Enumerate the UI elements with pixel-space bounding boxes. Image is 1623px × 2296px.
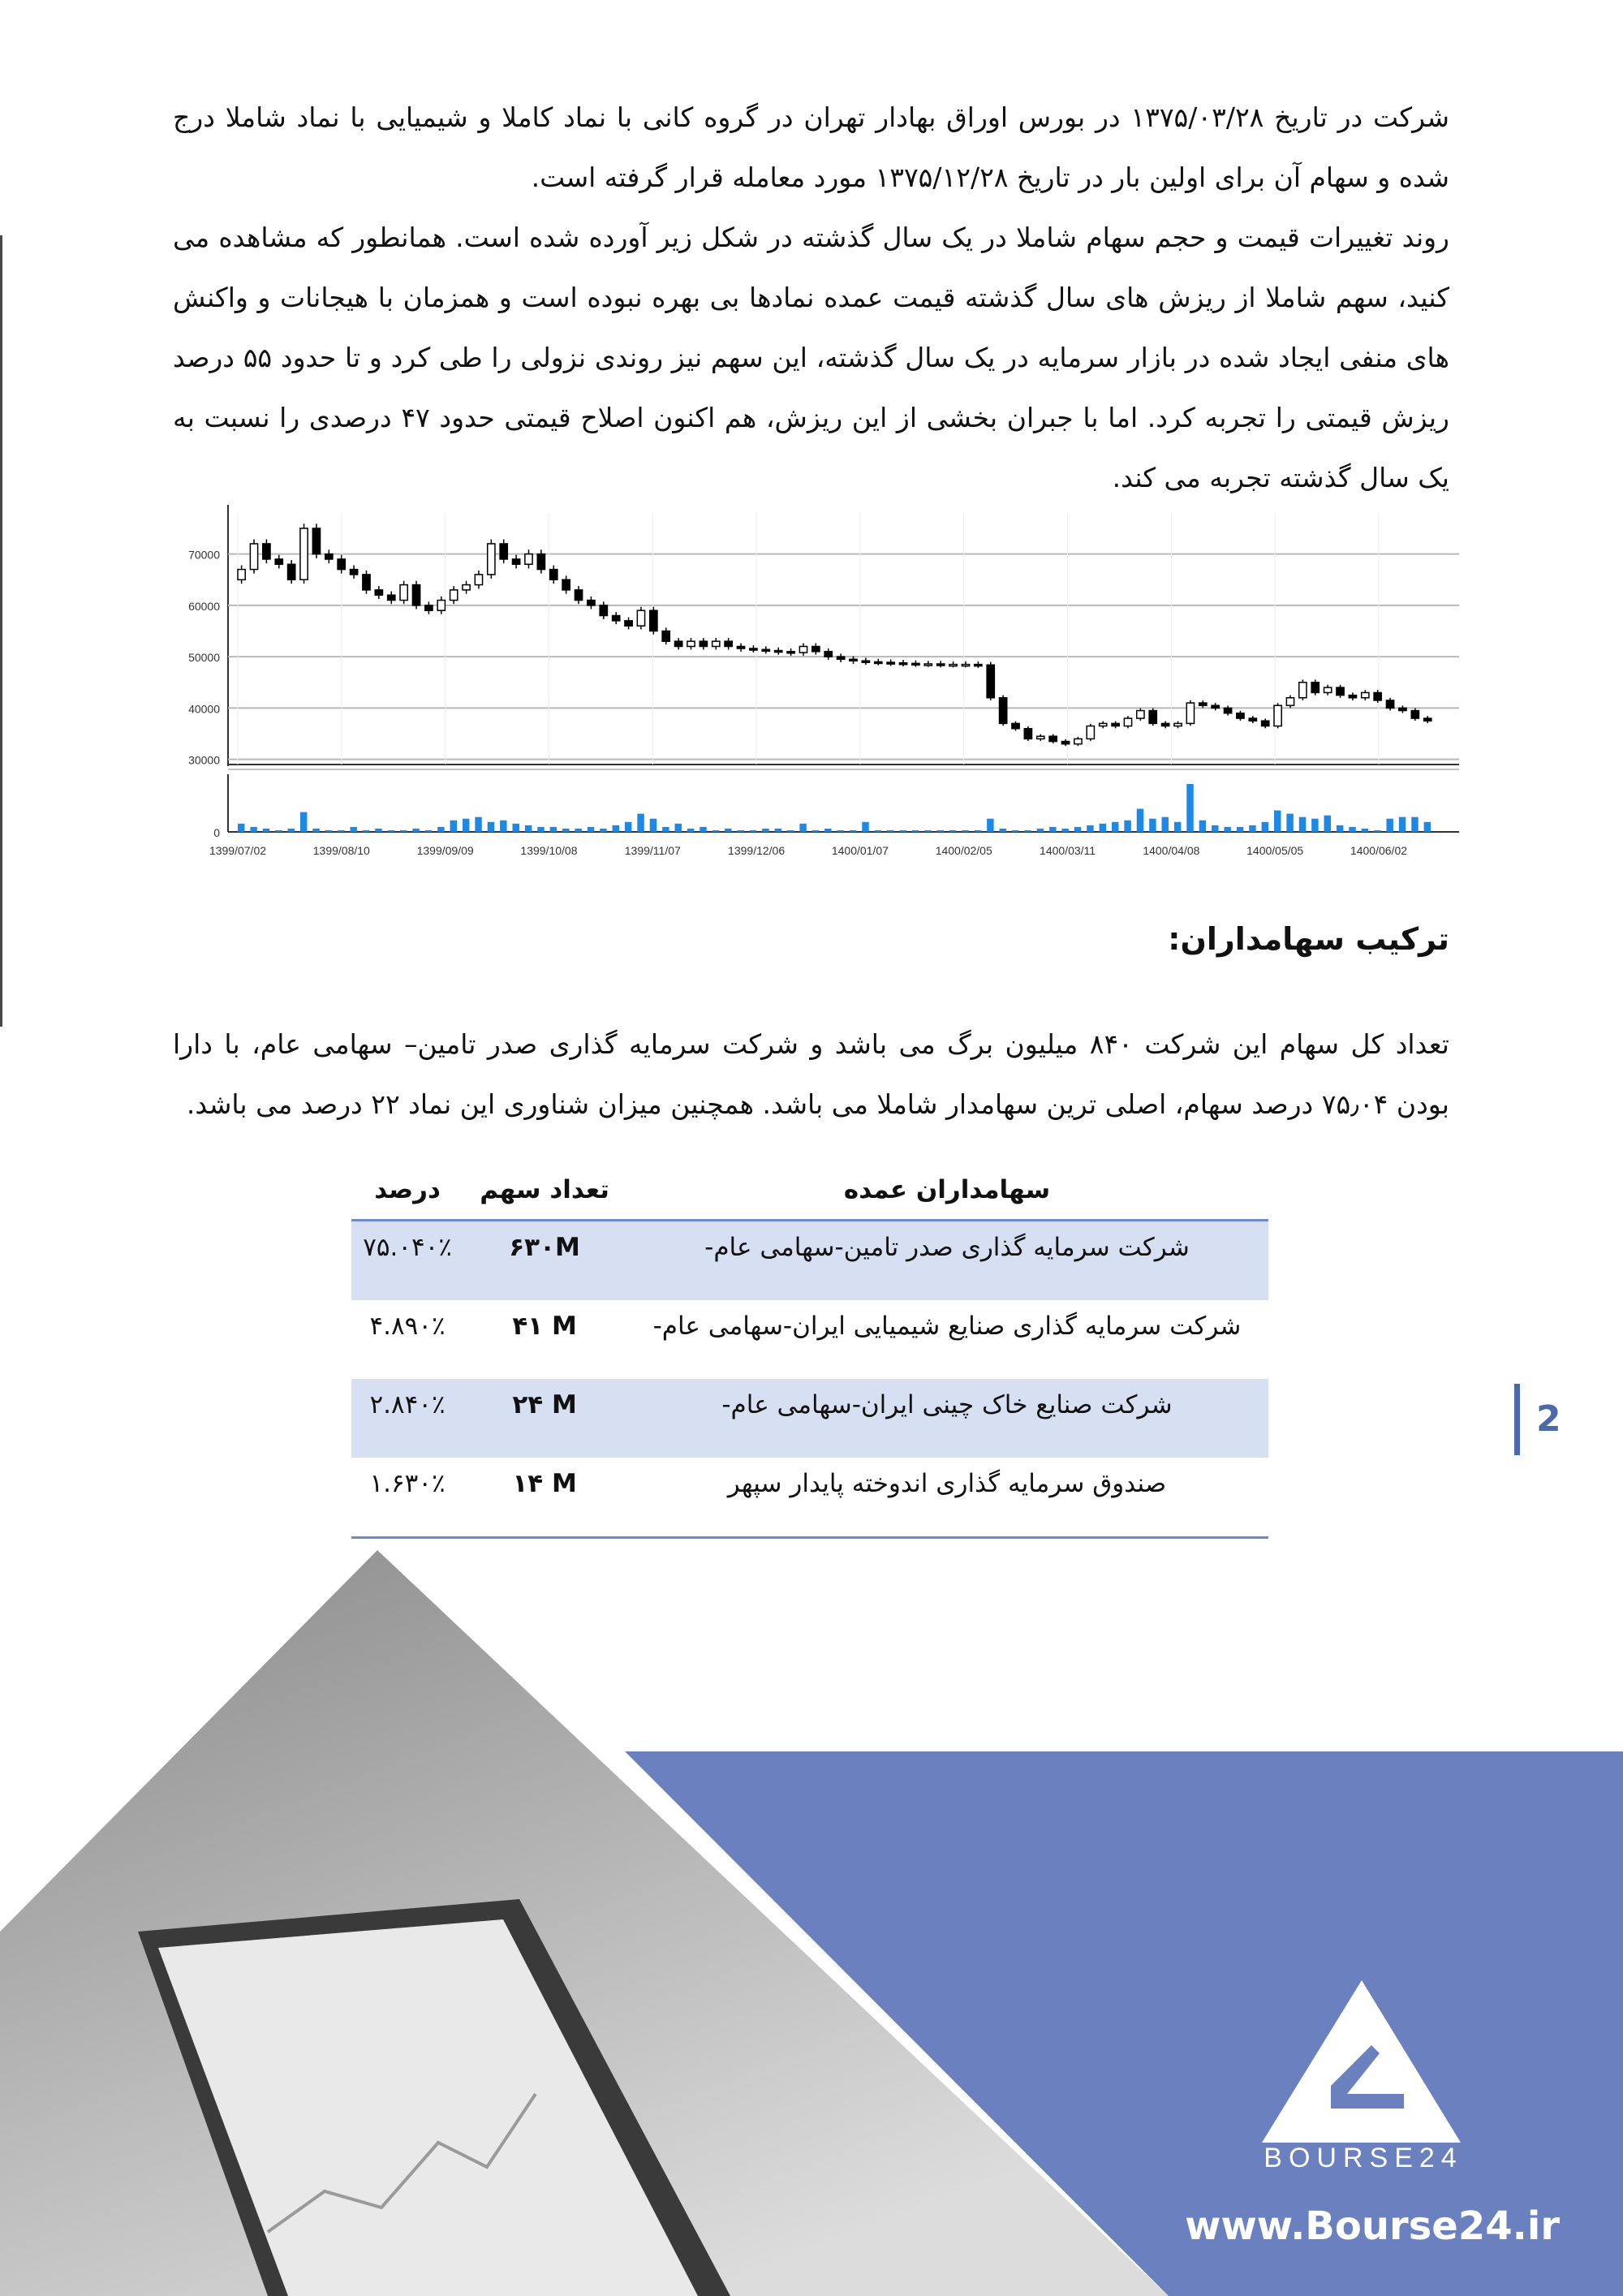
candle-body — [687, 641, 695, 646]
shareholder-name: شرکت صنایع خاک چینی ایران-سهامی عام- — [626, 1379, 1268, 1458]
volume-bar — [1299, 817, 1306, 832]
volume-bar — [637, 814, 644, 832]
volume-bar — [263, 829, 269, 832]
candle-body — [750, 648, 757, 650]
volume-bar — [1049, 827, 1056, 832]
candle-body — [1337, 687, 1344, 695]
volume-bar — [1162, 817, 1169, 832]
volume-bar — [338, 830, 344, 832]
candle-body — [912, 663, 919, 665]
candle-body — [1274, 705, 1281, 726]
candle-body — [1199, 703, 1207, 705]
candle-body — [737, 646, 744, 648]
volume-bar — [350, 827, 356, 832]
price-tick-label: 60000 — [188, 599, 220, 613]
candle-body — [812, 646, 820, 651]
volume-bar — [975, 830, 981, 832]
volume-bar — [1087, 825, 1093, 832]
volume-bar — [850, 830, 856, 832]
volume-bar — [613, 825, 619, 832]
volume-bar — [1100, 824, 1106, 832]
share-count: ۲۴ M — [463, 1379, 626, 1458]
page-number: 2 — [1514, 1384, 1561, 1455]
volume-bar — [700, 827, 706, 832]
volume-bar — [1424, 822, 1431, 832]
volume-bar — [1349, 827, 1355, 832]
candle-body — [1112, 723, 1119, 726]
volume-bar — [775, 829, 781, 832]
volume-bar — [899, 830, 906, 832]
volume-bar — [512, 824, 519, 832]
volume-bar — [862, 822, 868, 832]
table-header-row — [351, 1161, 1268, 1221]
volume-bar — [375, 829, 381, 832]
candle-body — [1299, 683, 1307, 698]
candle-body — [400, 585, 407, 601]
date-tick-label: 1399/11/07 — [624, 844, 681, 857]
volume-bar — [288, 829, 295, 832]
volume-bar — [1074, 827, 1081, 832]
volume-bar — [762, 829, 768, 832]
candle-body — [1012, 723, 1019, 728]
volume-bar — [1124, 821, 1130, 832]
candle-body — [475, 575, 482, 585]
candle-body — [537, 554, 545, 570]
volume-bar — [1174, 822, 1181, 832]
candle-body — [275, 559, 282, 564]
volume-bar — [1324, 816, 1331, 832]
volume-bar — [1112, 822, 1118, 832]
share-count: ۱۴ M — [463, 1458, 626, 1538]
share-percent: ۲.۸۴۰٪ — [351, 1379, 463, 1458]
volume-bar — [1311, 819, 1318, 832]
candle-body — [600, 605, 607, 616]
candle-body — [975, 665, 982, 666]
candle-body — [650, 610, 657, 631]
chart-svg — [173, 503, 1471, 864]
candle-body — [350, 570, 357, 575]
volume-bar — [674, 824, 681, 832]
section-heading: ترکیب سهامداران: — [1168, 921, 1449, 957]
volume-bar — [1237, 827, 1243, 832]
volume-bar — [588, 827, 594, 832]
volume-bar — [650, 819, 657, 832]
share-count: ۴۱ M — [512, 1312, 577, 1341]
volume-bar — [1012, 830, 1018, 832]
brand-wordmark: BOURSE24 — [1264, 2143, 1463, 2173]
shareholder-name: شرکت سرمایه گذاری صدر تامین-سهامی عام- — [626, 1221, 1268, 1301]
candle-body — [1311, 683, 1319, 693]
volume-bar — [412, 829, 419, 832]
candle-body — [550, 570, 558, 580]
volume-bar — [1337, 825, 1343, 832]
volume-bar — [824, 829, 831, 832]
candle-body — [488, 544, 495, 575]
date-tick-label: 1399/10/08 — [520, 844, 578, 857]
candle-body — [1324, 687, 1332, 692]
volume-bar — [812, 830, 819, 832]
shareholders-paragraph: تعداد کل سهام این شرکت ۸۴۰ میلیون برگ می باشد و شرکت سرمایه گذاری صدر تامین– سهامی عام، با دارا بودن ۷۵٫۰۴ درصد سهام، اصلی ترین سهامدار شاملا می باشد. همچنین میزان شناوری این نماد ۲۲ درصد می باشد. — [173, 1028, 1449, 1120]
candle-body — [775, 651, 782, 653]
candle-body — [1386, 700, 1393, 708]
left-margin-rule — [0, 235, 2, 1027]
candle-body — [1074, 739, 1082, 743]
volume-bar — [1399, 817, 1406, 832]
share-percent: ۷۵.۰۴۰٪ — [351, 1221, 463, 1301]
candle-body — [1061, 742, 1069, 744]
volume-bar — [300, 812, 307, 832]
volume-bar — [1386, 819, 1393, 832]
date-tick-label: 1400/01/07 — [831, 844, 889, 857]
price-tick-label: 70000 — [188, 548, 220, 562]
candle-body — [1174, 723, 1182, 726]
volume-bar — [425, 830, 432, 832]
volume-bar — [737, 830, 743, 832]
volume-bar — [750, 830, 756, 832]
candle-body — [700, 641, 707, 646]
candle-body — [300, 528, 308, 579]
date-tick-label: 1400/06/02 — [1350, 844, 1408, 857]
volume-bar — [887, 830, 893, 832]
volume-bar — [1024, 830, 1031, 832]
price-tick-label: 30000 — [188, 753, 220, 767]
table-row — [351, 1221, 1268, 1301]
volume-bar — [363, 830, 369, 832]
candle-body — [1149, 711, 1156, 724]
candle-body — [850, 659, 857, 661]
volume-bar — [488, 822, 494, 832]
volume-bar — [875, 830, 881, 832]
candle-body — [1224, 708, 1231, 713]
candle-body — [1249, 718, 1256, 721]
volume-bar — [1000, 829, 1006, 832]
candle-body — [1100, 723, 1107, 726]
candle-body — [875, 661, 882, 663]
share-percent: ۴.۸۹۰٪ — [369, 1312, 446, 1341]
volume-bar — [662, 827, 669, 832]
candle-body — [1362, 692, 1369, 697]
table-row — [351, 1300, 1268, 1379]
candle-body — [937, 664, 945, 666]
candle-body — [363, 575, 370, 590]
candle-body — [463, 585, 470, 590]
volume-bar — [562, 829, 569, 832]
volume-bar — [1411, 817, 1418, 832]
volume-bar — [987, 819, 993, 832]
candle-body — [338, 559, 345, 570]
candle-body — [288, 564, 295, 579]
candle-body — [1262, 721, 1269, 726]
volume-bar — [725, 829, 731, 832]
volume-bar — [687, 829, 694, 832]
candle-body — [1374, 692, 1381, 700]
date-tick-label: 1399/09/09 — [416, 844, 474, 857]
volume-bar — [949, 830, 956, 832]
candle-body — [637, 610, 644, 626]
candle-body — [1049, 736, 1057, 741]
candle-body — [949, 665, 957, 666]
candle-body — [787, 652, 794, 653]
candle-body — [625, 621, 632, 626]
candle-body — [674, 641, 682, 646]
website-url: www.Bourse24.ir — [1185, 2203, 1560, 2249]
candle-body — [712, 641, 720, 646]
volume-bar — [1362, 829, 1368, 832]
candle-body — [325, 554, 333, 559]
candle-body — [924, 664, 932, 666]
candle-body — [987, 665, 994, 697]
candle-body — [887, 662, 894, 664]
volume-bar — [1199, 821, 1206, 832]
volume-bar — [712, 830, 719, 832]
price-trend-paragraph: روند تغییرات قیمت و حجم سهام شاملا در یک سال گذشته در شکل زیر آورده شده است. همانطور که مشاهده می کنید، سهم شاملا از ریزش های سال گذشته قیمت عمده نمادها بی بهره نبوده است و همزمان با هیجانات و واکنش های منفی ایجاد شده در بازار سرمایه در یک سال گذشته، این سهم نیز روندی نزولی را طی کرد و تا حدود ۵۵ درصد ریزش قیمتی را تجربه کرد. اما با جبران بخشی از این ریزش، هم اکنون اصلاح قیمتی حدود ۴۷ درصدی را نسبت به یک سال گذشته تجربه می کند. — [173, 222, 1449, 493]
volume-bar — [400, 830, 407, 832]
candle-body — [375, 590, 382, 595]
candle-body — [824, 652, 832, 657]
volume-bar — [575, 829, 581, 832]
footer-decoration — [0, 1526, 1623, 2296]
candle-body — [1024, 729, 1031, 739]
candle-body — [1237, 713, 1244, 718]
volume-bar — [500, 821, 506, 832]
volume-bar — [1274, 811, 1281, 832]
candle-body — [312, 528, 320, 554]
candle-body — [1124, 718, 1131, 726]
date-tick-label: 1400/05/05 — [1246, 844, 1304, 857]
date-tick-label: 1400/04/08 — [1143, 844, 1200, 857]
volume-bar — [537, 827, 544, 832]
candle-body — [962, 665, 969, 666]
candle-body — [837, 657, 845, 659]
shareholder-name: صندوق سرمایه گذاری اندوخته پایدار سپهر — [626, 1458, 1268, 1538]
volume-bar — [1286, 814, 1293, 832]
candle-body — [1411, 711, 1419, 718]
candle-body — [899, 663, 906, 665]
date-tick-label: 1399/08/10 — [312, 844, 370, 857]
header-shares: تعداد سهم — [463, 1161, 626, 1221]
candle-body — [1000, 698, 1007, 724]
candle-body — [437, 601, 445, 611]
volume-bar — [912, 830, 919, 832]
candle-body — [250, 544, 257, 570]
candle-body — [613, 616, 620, 621]
volume-bar — [787, 830, 794, 832]
candle-body — [762, 649, 769, 651]
price-volume-chart — [173, 503, 1471, 864]
volume-bar — [1037, 829, 1044, 832]
candle-body — [1349, 696, 1356, 698]
volume-bar — [437, 827, 444, 832]
candle-body — [1186, 703, 1194, 723]
volume-bar — [463, 819, 469, 832]
candle-body — [588, 601, 595, 605]
date-tick-label: 1400/03/11 — [1040, 844, 1096, 857]
volume-bar — [325, 830, 332, 832]
candle-body — [662, 631, 669, 642]
volume-bar — [1249, 825, 1255, 832]
candle-body — [1399, 708, 1406, 710]
candle-body — [512, 559, 519, 564]
candle-body — [862, 661, 869, 662]
volume-bar — [450, 821, 457, 832]
volume-bar — [1262, 822, 1268, 832]
volume-bar — [937, 830, 944, 832]
header-shareholder: سهامداران عمده — [626, 1161, 1268, 1221]
volume-bar — [388, 830, 394, 832]
share-percent: ۱.۶۳۰٪ — [351, 1458, 463, 1538]
volume-bar — [1149, 819, 1156, 832]
volume-bar — [550, 827, 557, 832]
candle-body — [725, 641, 732, 646]
volume-bar — [1212, 825, 1218, 832]
candle-body — [562, 579, 570, 590]
volume-bar — [1061, 829, 1068, 832]
volume-bar — [625, 822, 631, 832]
price-tick-label: 50000 — [188, 651, 220, 665]
candle-body — [263, 544, 270, 559]
volume-bar — [250, 827, 256, 832]
volume-bar — [275, 830, 282, 832]
volume-bar — [600, 829, 606, 832]
candle-body — [500, 544, 507, 559]
volume-tick-label: 0 — [213, 826, 220, 839]
date-tick-label: 1400/02/05 — [935, 844, 992, 857]
date-tick-label: 1399/12/06 — [728, 844, 786, 857]
volume-bar — [799, 824, 806, 832]
share-count: ۶۳۰M — [463, 1221, 626, 1301]
header-percent: درصد — [351, 1161, 463, 1221]
candle-body — [412, 585, 420, 605]
volume-bar — [312, 829, 319, 832]
candle-body — [388, 595, 395, 600]
candle-body — [1137, 711, 1144, 718]
date-tick-label: 1399/07/02 — [209, 844, 267, 857]
intro-paragraph: شرکت در تاریخ ۱۳۷۵/۰۳/۲۸ در بورس اوراق بهادار تهران در گروه کانی با نماد کاملا و شیمیایی با نماد شاملا درج شده و سهام آن برای اولین بار در تاریخ ۱۳۷۵/۱۲/۲۸ مورد معامله قرار گرفته است. — [173, 101, 1449, 193]
candle-body — [425, 605, 433, 610]
volume-bar — [924, 830, 931, 832]
volume-bar — [475, 817, 481, 832]
volume-bar — [962, 830, 968, 832]
candle-body — [1087, 726, 1094, 739]
shareholder-name: شرکت سرمایه گذاری صنایع شیمیایی ایران-سهامی عام- — [652, 1312, 1242, 1341]
volume-bar — [1186, 784, 1193, 832]
candle-body — [238, 570, 245, 580]
price-tick-label: 40000 — [188, 702, 220, 716]
candle-body — [1286, 698, 1294, 705]
volume-bar — [238, 824, 244, 832]
candle-body — [525, 554, 532, 565]
candle-body — [1212, 705, 1219, 708]
volume-bar — [1224, 827, 1230, 832]
table-row — [351, 1379, 1268, 1458]
candle-body — [1162, 723, 1169, 726]
candle-body — [575, 590, 582, 601]
candle-body — [799, 646, 807, 653]
candle-body — [1037, 736, 1044, 739]
volume-bar — [1137, 809, 1143, 832]
volume-bar — [525, 825, 532, 832]
candle-body — [450, 590, 458, 601]
volume-bar — [1374, 830, 1380, 832]
shareholders-table — [351, 1161, 1268, 1539]
volume-bar — [837, 830, 844, 832]
candle-body — [1424, 718, 1431, 721]
